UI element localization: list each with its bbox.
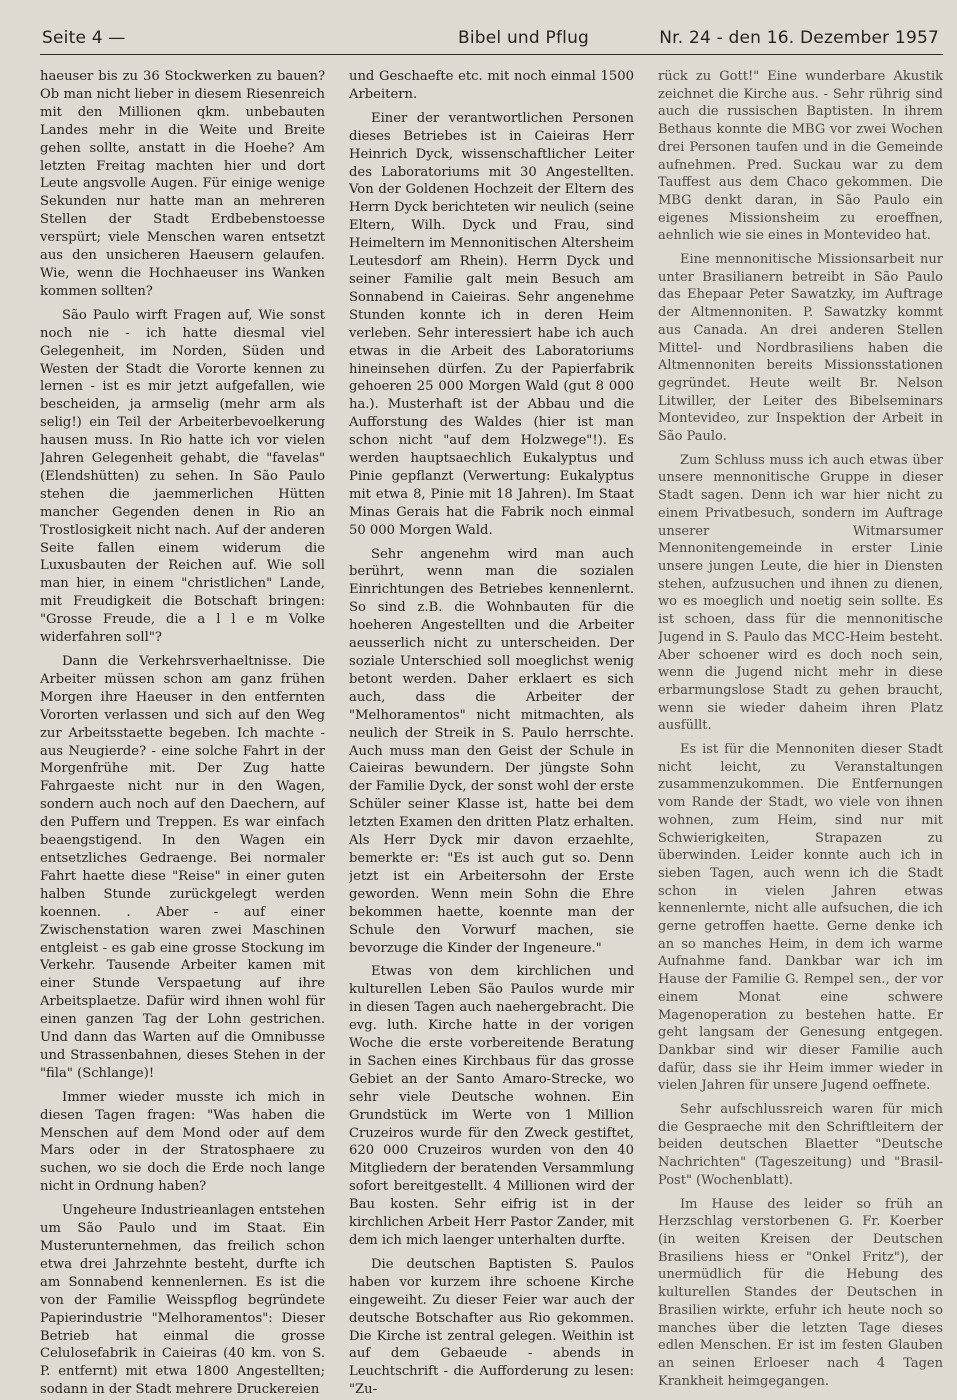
paragraph: Etwas von dem kirchlichen und kulturellen Leben São Paulos wurde mir in diesen Tagen auch naehergebracht. Die evg. luth. Kirche hatte in der vorigen Woche die erste vorbereitende Beratung in Sachen eines Kirchbaus für das grosse Gebiet an der Santo Amaro-Strecke, wo sehr viele Deutsche wohnen. Ein Grundstück im Werte von 1 Million Cruzeiros wurde für den Zweck gestiftet, 620 000 Cruzeiros wurden von den 40 Mitgliedern der beratenden Versammlung sofort bereitgestellt. 4 Millionen wird der Bau kosten. Sehr eifrig ist in der kirchlichen Arbeit Herr Pastor Zander, mit dem ich mich laenger unterhalten durfte. [349, 964, 634, 1248]
article-columns [40, 68, 943, 1400]
page-number: Seite 4 — [42, 28, 126, 48]
paragraph: Die deutschen Baptisten S. Paulos haben vor kurzem ihre schoene Kirche eingeweiht. Zu dieser Feier war auch der deutsche Botschafter aus Rio gekommen. Die Kirche ist zentral gelegen. Weithin ist auf dem Gebaeude - abends in Leuchtschrift - die Aufforderung zu lesen: "Zu- [349, 1256, 634, 1398]
paragraph: rück zu Gott!" Eine wunderbare Akustik zeichnet die Kirche aus. - Sehr rührig sind auch die russischen Baptisten. In ihrem Bethaus konnte die MBG vor zwei Wochen drei Personen taufen und in die Gemeinde aufnehmen. Pred. Suckau war zu dem Tauffest aus dem Chaco gekommen. Die MBG denkt daran, in São Paulo ein eigenes Missionsheim zu eroeffnen, aehnlich wie sie eines in Montevideo hat. [658, 69, 943, 244]
column-2 [349, 68, 634, 1400]
column-3 [658, 68, 943, 1400]
paragraph: Sehr aufschlussreich waren für mich die Gespraeche mit den Schriftleitern der beiden deutschen Blaetter "Deutsche Nachrichten" (Tageszeitung) und "Brasil-Post" (Wochenblatt). [658, 1102, 943, 1188]
column-1 [40, 68, 325, 1400]
paragraph: Sehr angenehm wird man auch berührt, wenn man die sozialen Einrichtungen des Betriebes kennenlernt. So sind z.B. die Wohnbauten für die hoeheren Angestellten und die Arbeiter aeusserlich nicht zu unterscheiden. Der soziale Unterschied soll moeglichst wenig betont werden. Daher erklaert es sich auch, dass die Arbeiter der "Melhoramentos" nicht mitmachten, als neulich der Streik in S. Paulo herrschte. Auch muss man den Geist der Schule in Caieiras bewundern. Der jüngste Sohn der Familie Dyck, der sonst wohl der erste Schüler seiner Klasse ist, hatte bei dem letzten Examen den dritten Platz erhalten. Als Herr Dyck mir davon erzaehlte, bemerkte er: "Es ist auch gut so. Denn jetzt ist ein Arbeitersohn der Erste geworden. Wenn mein Sohn die Ehre bekommen haette, koennte man der Schule den Vorwurf machen, sie bevorzuge die Kinder der Ingeneure." [349, 546, 634, 956]
paragraph: haeuser bis zu 36 Stockwerken zu bauen? Ob man nicht lieber in diesem Riesenreich mit den Millionen qkm. unbebauten Landes mehr in die Weite und Breite gehen sollte, anstatt in die Hoehe? Am letzten Freitag machten hier und dort Leute angsvolle Augen. Für einige wenige Sekunden nur hatte man an mehreren Stellen der Stadt Erdbebenstoesse verspürt; viele Menschen waren entsetzt aus den unsicheren Haeusern gelaufen. Wie, wenn die Hochhaeuser ins Wanken kommen sollten? [40, 69, 325, 299]
paragraph: Immer wieder musste ich mich in diesen Tagen fragen: "Was haben die Menschen auf dem Mond oder auf dem Mars oder in der Stratosphaere zu suchen, wo sie doch die Erde noch lange nicht in Ordnung haben? [40, 1089, 325, 1195]
header-rule [40, 54, 943, 55]
paragraph: Einer der verantwortlichen Personen dieses Betriebes ist in Caieiras Herr Heinrich Dyck, wissenschaftlicher Leiter des Laboratoriums mit 30 Angestellten. Von der Goldenen Hochzeit der Eltern des Herrn Dyck berichteten wir neulich (seine Eltern, Wilh. Dyck und Frau, sind Heimeltern im Mennonitischen Altersheim Leutesdorf am Rhein). Herrn Dyck und seiner Familie galt mein Besuch am Sonnabend in Caieiras. Sehr angenehme Stunden konnte ich in deren Heim verleben. Sehr interessiert habe ich auch etwas in die Arbeit des Laboratoriums hineinsehen dürfen. Zu der Papierfabrik gehoeren 25 000 Morgen Wald (gut 8 000 ha.). Musterhaft ist der Abbau und die Aufforstung des Waldes (hier ist man schon nicht "auf dem Holzwege"!). Es werden hauptsaechlich Eukalyptus und Pinie gepflanzt (Verwertung: Eukalyptus mit etwa 8, Pinie mit 18 Jahren). Im Staat Minas Gerais hat die Fabrik noch einmal 50 000 Morgen Wald. [349, 110, 634, 538]
issue-date: Nr. 24 - den 16. Dezember 1957 [659, 28, 939, 48]
paragraph: Eine mennonitische Missionsarbeit nur unter Brasilianern betreibt in São Paulo das Ehepaar Peter Sawatzky, im Auftrage der Altmennoniten. P. Sawatzky kommt aus Canada. An drei anderen Stellen Mittel- und Nordbrasiliens haben die Altmennoniten bereits Missionsstationen gegründet. Heute weilt Br. Nelson Litwiller, der Leiter des Bibelseminars Montevideo, zur Inspektion der Arbeit in São Paulo. [658, 252, 943, 445]
paragraph: Im Hause des leider so früh an Herzschlag verstorbenen G. Fr. Koerber (in weiten Kreisen der Deutschen Brasiliens hiess er "Onkel Fritz"), der unermüdlich für die Hebung des kulturellen Standes der Deutschen in Brasilien wirkte, erfuhr ich heute noch so manches über die letzten Tage dieses edlen Menschen. Er ist im festen Glauben an seinen Erloeser nach 4 Tagen Krankheit heimgegangen. [658, 1196, 943, 1389]
paragraph: Dann die Verkehrsverhaeltnisse. Die Arbeiter müssen schon am ganz frühen Morgen ihre Haeuser in den entfernten Vororten verlassen und sich auf den Weg zur Arbeitsstaette begeben. Ich machte - aus Neugierde? - eine solche Fahrt in der Morgenfrühe mit. Der Zug hatte Fahrgaeste nicht nur in den Wagen, sondern auch noch auf den Daechern, auf den Puffern und Treppen. Es war einfach beaengstigend. In den Wagen ein entsetzliches Gedraenge. Bei normaler Fahrt haette diese "Reise" in einer guten halben Stunde zurückgelegt werden koennen. . Aber - auf einer Zwischenstation waren zwei Maschinen entgleist - es gab eine grosse Stockung im Verkehr. Tausende Arbeiter kamen mit einer Stunde Verspaetung auf ihre Arbeitsplaetze. Dafür wird ihnen wohl für einen ganzen Tag der Lohn gestrichen. Und dann das Warten auf die Omnibusse und Strassenbahnen, dieses Stehen in der "fila" (Schlange)! [40, 654, 325, 1081]
paragraph: Ungeheure Industrieanlagen entstehen um São Paulo und im Staat. Ein Musterunternehmen, das freilich schon etwa drei Jahrzehnte besteht, durfte ich am Sonnabend kennenlernen. Es ist die von der Familie Weisspflog begründete Papierindustrie "Melhoramentos": Dieser Betrieb hat einmal die grosse Celulosefabrik in Caieiras (40 km. von S. P. entfernt) mit etwa 1800 Angestellten; sodann in der Stadt mehrere Druckereien [40, 1203, 325, 1398]
paragraph: Es ist für die Mennoniten dieser Stadt nicht leicht, zu Veranstaltungen zusammenzukommen. Die Entfernungen vom Rande der Stadt, wo viele von ihnen wohnen, zum Heim, sind nur mit Schwierigkeiten, Strapazen zu überwinden. Leider konnte auch ich in sieben Tagen, auch wenn ich die Stadt schon in vielen Jahren etwas kennenlernte, nicht alle aufsuchen, die ich gerne getroffen haette. Gerne denke ich an so manches Heim, in dem ich warme Aufnahme fand. Dankbar war ich im Hause der Familie G. Rempel sen., der vor einem Monat eine schwere Magenoperation zu bestehen hatte. Er geht langsam der Genesung entgegen. Dankbar sind wir dieser Familie auch dafür, dass sie ihr Heim immer wieder in vielen Jahren für unsere Jugend oeffnete. [658, 742, 943, 1094]
paragraph: und Geschaefte etc. mit noch einmal 1500 Arbeitern. [349, 69, 634, 102]
paragraph: São Paulo wirft Fragen auf, Wie sonst noch nie - ich hatte diesmal viel Gelegenheit, im Norden, Süden und Westen der Stadt die Vororte kennen zu lernen - ist es mir jetzt aufgefallen, wie bescheiden, ja armselig (mehr arm als selig!) ein Teil der Arbeiterbevoelkerung hausen muss. In Rio hatte ich vor vielen Jahren Gelegenheit gehabt, die "favelas" (Elendshütten) zu sehen. In São Paulo stehen die jaemmerlichen Hütten mancher Gegenden denen in Rio an Trostlosigkeit nicht nach. Auf der anderen Seite fallen einem widerum die Luxusbauten der Reichen auf. Wie soll man hier, in einem "christlichen" Lande, mit Freudigkeit die Botschaft bringen: "Grosse Freude, die a l l e m Volke widerfahren soll"? [40, 307, 325, 646]
paragraph: Zum Schluss muss ich auch etwas über unsere mennonitische Gruppe in dieser Stadt sagen. Denn ich war hier nicht zu einem Privatbesuch, sondern im Auftrage unserer Witmarsumer Mennonitengemeinde in erster Linie unsere jungen Leute, die hier in Diensten stehen, aufzusuchen und ihnen zu dienen, wo es moeglich und noetig sein sollte. Es ist schoen, dass für die mennonitische Jugend in S. Paulo das MCC-Heim besteht. Aber schoener wird es doch noch sein, wenn die Jugend nicht mehr in diese erbarmungslose Stadt zu gehen braucht, wenn sie wieder daheim ihren Platz ausfüllt. [658, 452, 943, 734]
newspaper-title: Bibel und Pflug [458, 28, 590, 48]
page-header [26, 28, 943, 56]
